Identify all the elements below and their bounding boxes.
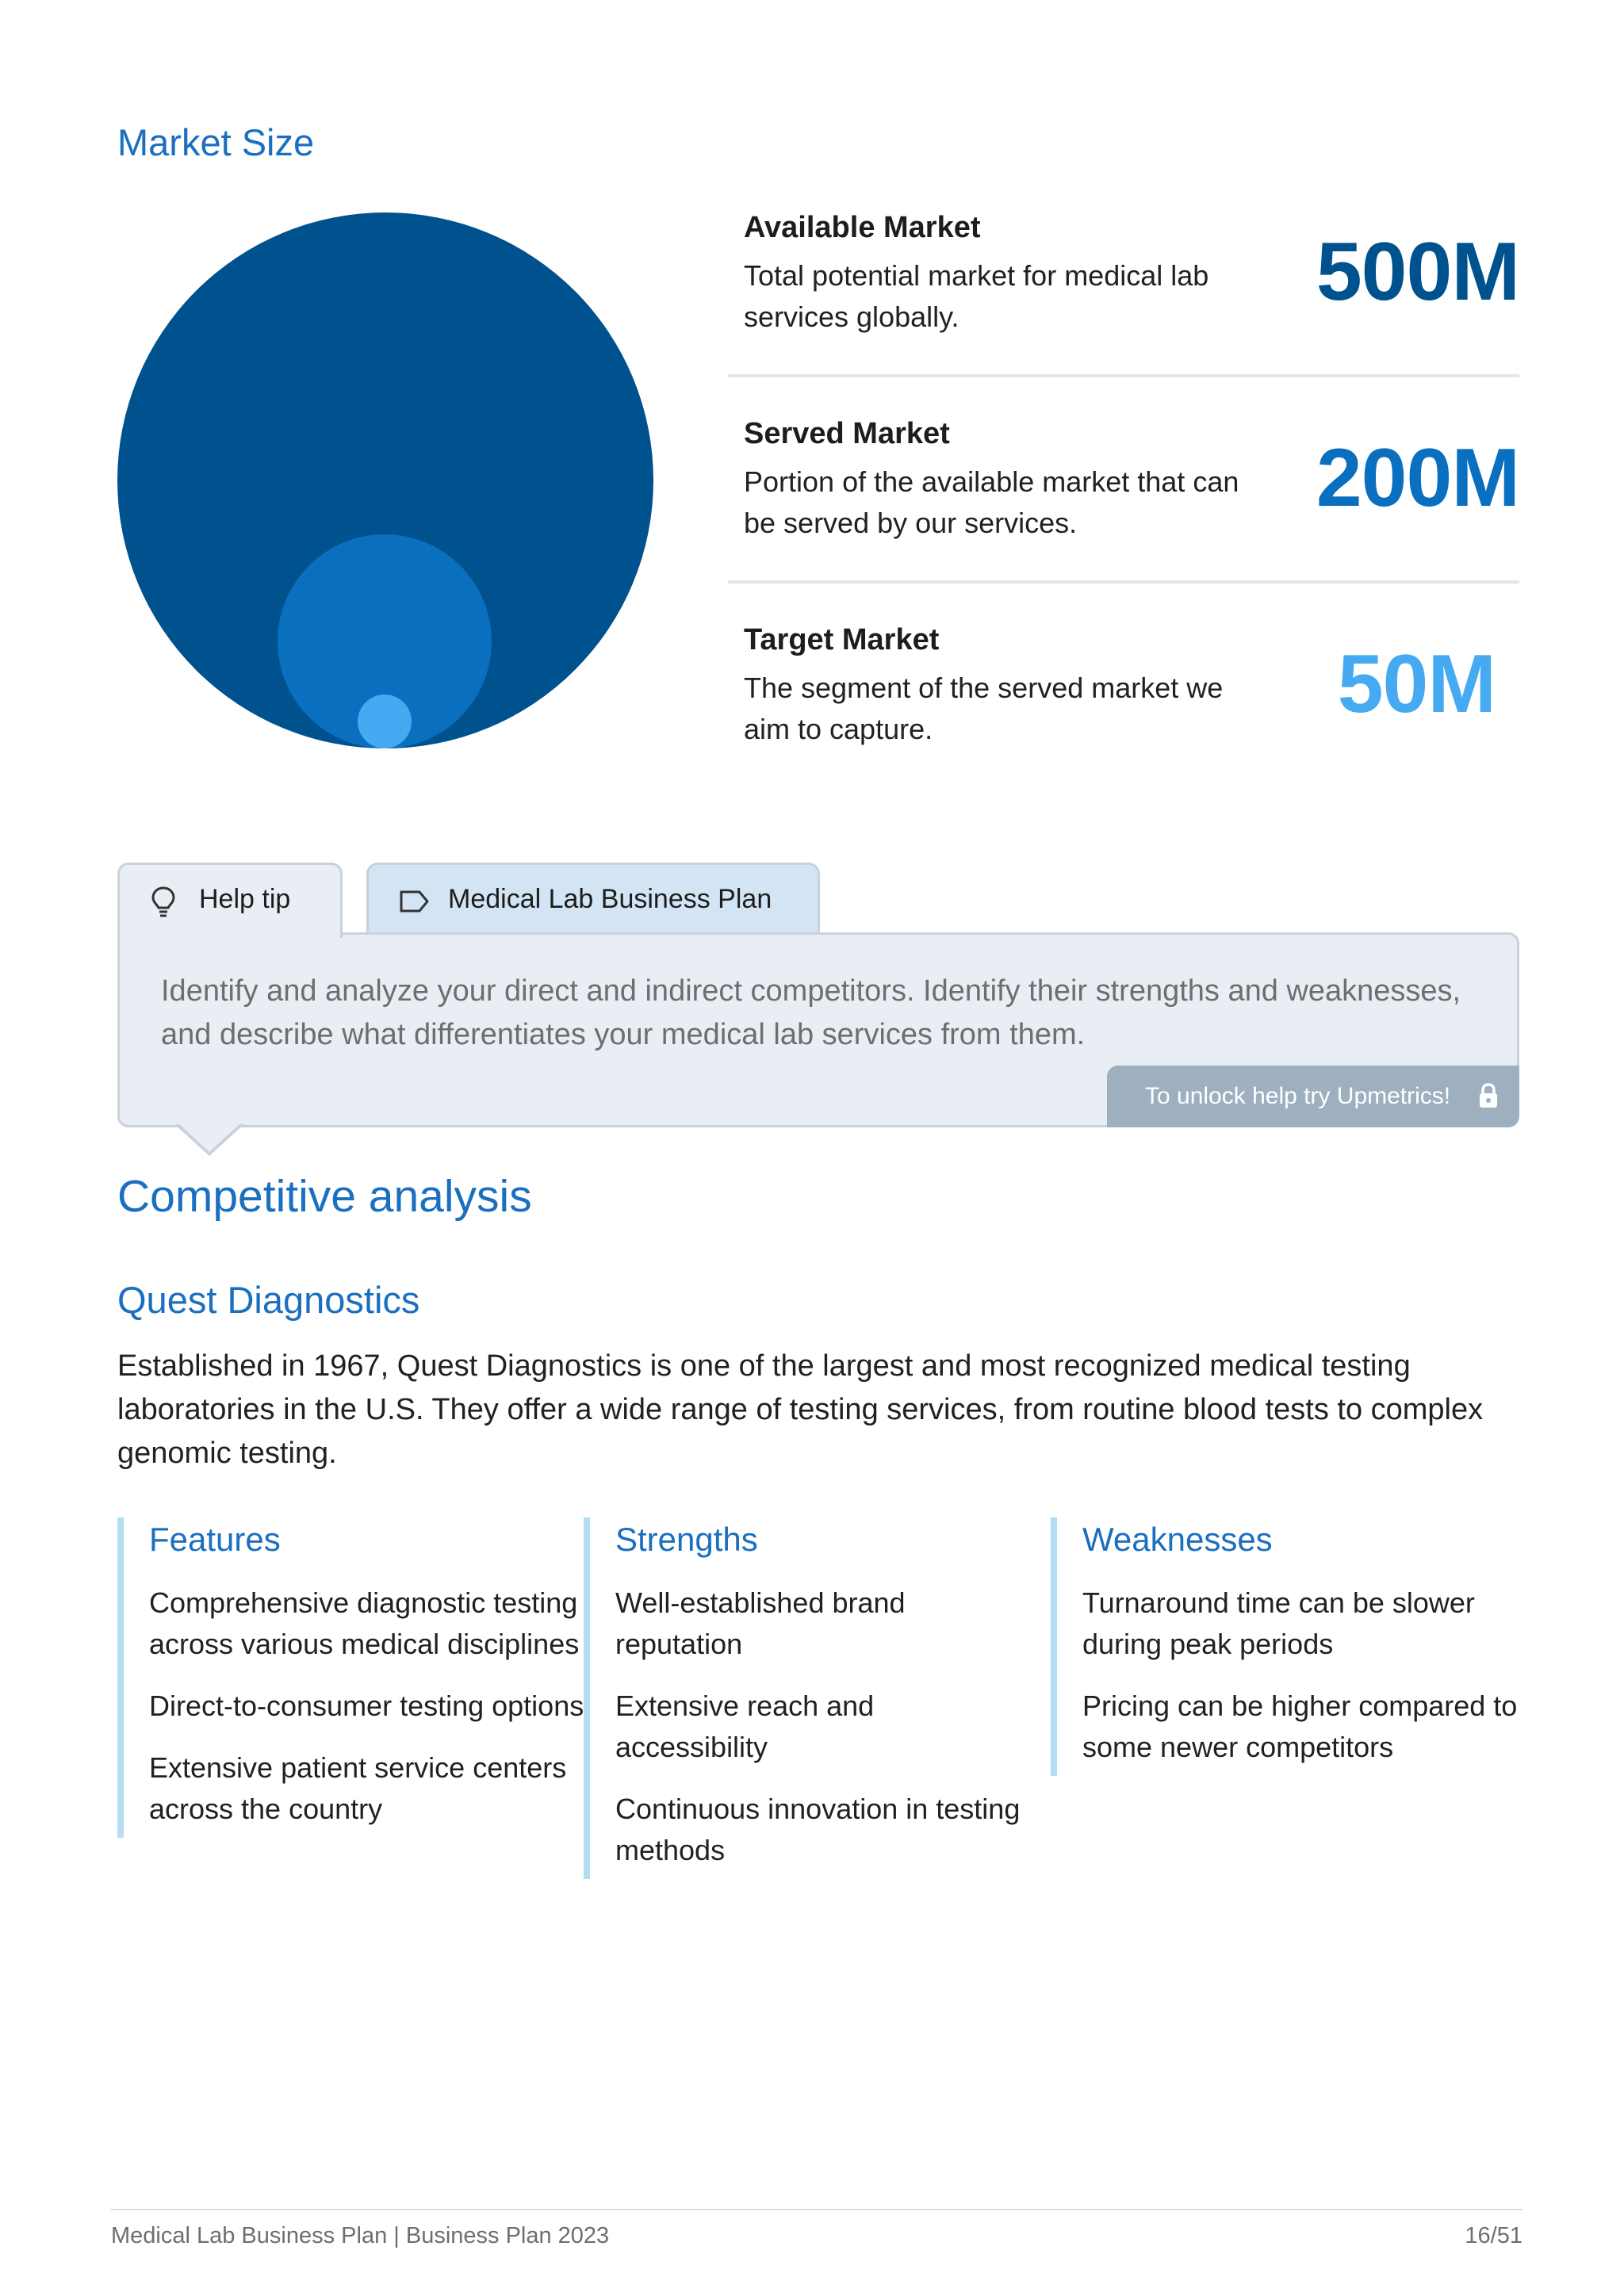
list-item: Comprehensive diagnostic testing across various medical disciplines: [149, 1586, 580, 1660]
market-description: The segment of the served market we aim to capture.: [744, 672, 1224, 745]
divider: [728, 374, 1519, 377]
unlock-button[interactable]: [1107, 1066, 1519, 1127]
market-description: Total potential market for medical lab services globally.: [744, 259, 1209, 333]
tab-business-plan[interactable]: [366, 863, 820, 936]
target-market-circle: [358, 695, 412, 748]
tab-help-tip-label: Help tip: [199, 884, 291, 914]
list-item: Turnaround time can be slower during peak periods: [1082, 1586, 1475, 1660]
column-title: Features: [149, 1521, 281, 1558]
list-item: Pricing can be higher compared to some newer competitors: [1082, 1689, 1518, 1763]
market-label: Served Market: [744, 417, 950, 450]
help-tip-box: [117, 932, 1519, 1127]
tag-icon: [399, 889, 431, 918]
market-value: 500M: [1316, 226, 1519, 318]
help-tip-pointer-fill: [178, 1123, 241, 1152]
features-column: [117, 1517, 593, 1838]
help-tip-text: Identify and analyze your direct and indirect competitors. Identify their strengths and weaknesses, and describe what differentiates your medical lab services from them.: [161, 974, 1461, 1051]
page-number: 16/51: [1465, 2223, 1522, 2248]
tab-business-plan-label: Medical Lab Business Plan: [448, 884, 772, 914]
column-title: Strengths: [615, 1521, 758, 1558]
divider: [728, 580, 1519, 584]
list-item: Direct-to-consumer testing options: [149, 1689, 584, 1722]
competitor-name: Quest Diagnostics: [117, 1279, 420, 1321]
market-size-title: Market Size: [117, 121, 315, 163]
tab-help-tip[interactable]: [117, 863, 343, 938]
market-value: 200M: [1316, 432, 1519, 524]
served-market-row: [728, 417, 1519, 560]
strengths-column: [584, 1517, 1028, 1879]
column-title: Weaknesses: [1082, 1521, 1273, 1558]
lightbulb-icon: [150, 886, 177, 923]
market-label: Available Market: [744, 211, 981, 244]
market-label: Target Market: [744, 623, 940, 656]
competitor-description: Established in 1967, Quest Diagnostics is one of the largest and most recognized medical testing laboratories in the U.S. They offer a wide range of testing services, from routine blood tests to complex genomic testing.: [117, 1349, 1484, 1470]
list-item: Extensive reach and accessibility: [615, 1689, 875, 1763]
footer-divider: [111, 2209, 1522, 2210]
target-market-row: [728, 623, 1519, 766]
list-item: Extensive patient service centers across the country: [149, 1751, 567, 1825]
list-item: Well-established brand reputation: [615, 1586, 906, 1660]
available-market-row: [728, 211, 1519, 354]
list-item: Continuous innovation in testing methods: [615, 1793, 1021, 1866]
weaknesses-column: [1051, 1517, 1526, 1776]
market-value: 50M: [1337, 638, 1496, 730]
market-description: Portion of the available market that can be served by our services.: [744, 465, 1239, 539]
footer-text: Medical Lab Business Plan | Business Plan 2023: [111, 2223, 610, 2248]
competitive-analysis-title: Competitive analysis: [117, 1171, 532, 1222]
unlock-label: To unlock help try Upmetrics!: [1145, 1083, 1451, 1109]
lock-icon: [1478, 1083, 1499, 1112]
